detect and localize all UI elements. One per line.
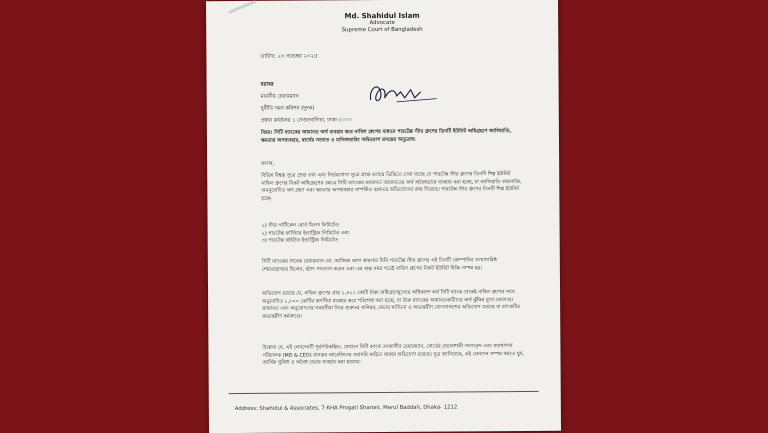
court-name: Supreme Court of Bangladesh xyxy=(341,26,423,34)
paragraph-4: উল্লেখ্য যে, এই লেনদেনটি পূর্বপরিকল্পিত, যেখানে সিটি ব্যাংক তৎকালীন চেয়ারম্যান, বোর্ডের প্রভাবশালী সদস্যবৃন্দ এবং ব্যবস্থাপনা পরিচালক (MD & CEO) মাসরুর আরেফিনের সরাসরি জড়িত থাকার অভিযোগ রয়েছে। সূত্র জানিয়েছে, এই লেনদেন সম্পন্ন করতে ঘুষ, আর্থিক সুবিধা ও অবৈধ প্রভাব ব্যবহার করা হয়েছে। xyxy=(262,343,524,367)
recipient-line-2: দুর্নীতি দমন কমিশন (দুদক) xyxy=(260,105,315,112)
advocate-title: Advocate xyxy=(369,19,395,27)
recipient-salutation: বরাবর xyxy=(260,81,274,88)
letter-page xyxy=(206,0,561,433)
footer-divider xyxy=(229,391,539,394)
recipient-line-1: মাননীয় চেয়ারম্যান xyxy=(260,93,299,100)
unit-item-2: ২) পারটেক্স ফার্নিচার ইন্ডাস্ট্রিজ লিমিটেড এবং xyxy=(261,229,350,237)
pen-mark xyxy=(228,0,258,14)
footer-address: Address: Shahidul & Associates, 7-KHA Progati Sharoni, Merul Baddah, Dhaka- 1212 xyxy=(234,404,458,413)
letter-date: তারিখ: ২০ নভেম্বর ২০২৫ xyxy=(260,53,318,60)
recipient-line-3: প্রধান কার্যালয় ১ সেগুনবাগিচা, ঢাকা-১০০০ xyxy=(260,117,353,124)
subject-line: বিষয়: সিটি ব্যাংকের জামানত অর্থ ব্যবহার করে নাবিল গ্রুপের মাধ্যমে পারটেক্স স্টার গ্রুপের তিনটি ইউনিট অধিগ্রহণে জালিয়াতি, ক্ষমতার অপব্যবহার, স্বার্থের সংঘাত ও মানিলন্ডারিং অভিযোগ তদন্তের অনুরোধ। xyxy=(260,128,512,144)
recipient-block xyxy=(261,78,353,127)
unit-item-3: ৩) পারটেক্স প্লাইউড ইন্ডাস্ট্রিজ লিমিটেড xyxy=(261,237,339,245)
greeting: জনাব, xyxy=(261,160,275,167)
paragraph-1: বিভিন্ন বিশ্বস্ত সূত্রে প্রাপ্ত তথ্য এবং নির্ভরযোগ্য সূত্রে প্রাপ্ত তথ্যের ভিত্তিতে দেখা যাচ্ছে যে পারটেক্স স্টার গ্রুপের তিনটি শিল্প ইউনিট নাবিল গ্রুপের নিকট অধিগ্রহণের ক্ষেত্রে সিটি ব্যাংকের জামানত আমানতের অর্থ অবৈধভাবে ব্যবহার করা হচ্ছে, যা জালিয়াতি কারসাজি, অননুমোদিত ঋণ গ্রহণ এবং ক্ষমতার অপব্যবহার সম্পর্কিত গুরুতর অভিযোগের জন্ম দিয়েছে। পারটেক্স স্টার গ্রুপের তিনটি শিল্প ইউনিট হচ্ছে- xyxy=(261,171,522,202)
letterhead xyxy=(206,11,558,35)
paragraph-2: সিটি ব্যাংকের সাবেক চেয়ারম্যান মো. আজিজ আল কায়সার যিনি পারটেক্স স্টার গ্রুপের এই তিনটি কোম্পানির সংখ্যাগরিষ্ঠ শেয়ারহোল্ডার ছিলেন, হঠাৎ পদত্যাগ করেন এবং এর অল্প সময় পরেই নাবিল গ্রুপের নিকট ইউনিট বিক্রি সম্পন্ন হয়। xyxy=(261,257,497,273)
signature-mark xyxy=(367,80,447,109)
unit-item-1: ১) স্টার পার্টিকেল বোর্ড মিলস লিমিটেড xyxy=(261,222,339,229)
advocate-name: Md. Shahidul Islam xyxy=(344,11,420,21)
paragraph-3: অভিযোগ রয়েছে যে, নাবিল গ্রুপের প্রায় ১,৪০০ কোটি টাকা অধিগ্রহণমূল্যের অধিকাংশ অর্থ সিটি ব্যাংক থেকেই নাবিল গ্রুপের নামে অনুমোদিত ১,৮০০ কোটির ঋণসীমা ব্যবহার করে পরিশোধ করা হচ্ছে, যা উক্ত ব্যাংকের আমানতকারীদের অর্থ ঝুঁকির মুখে ফেলেছে। জামানত এবং অনুমোদনের সময়সীমা নিয়ে গুরুতর অনিয়ম, প্রভাব খাটানো ও অভ্যন্তরীণ যোগসাজশের অভিযোগ রয়েছে যা ব্যাংকটির অভ্যন্তরীণ কর্মকাণ্ডে। xyxy=(262,289,520,320)
unit-list xyxy=(262,221,524,246)
